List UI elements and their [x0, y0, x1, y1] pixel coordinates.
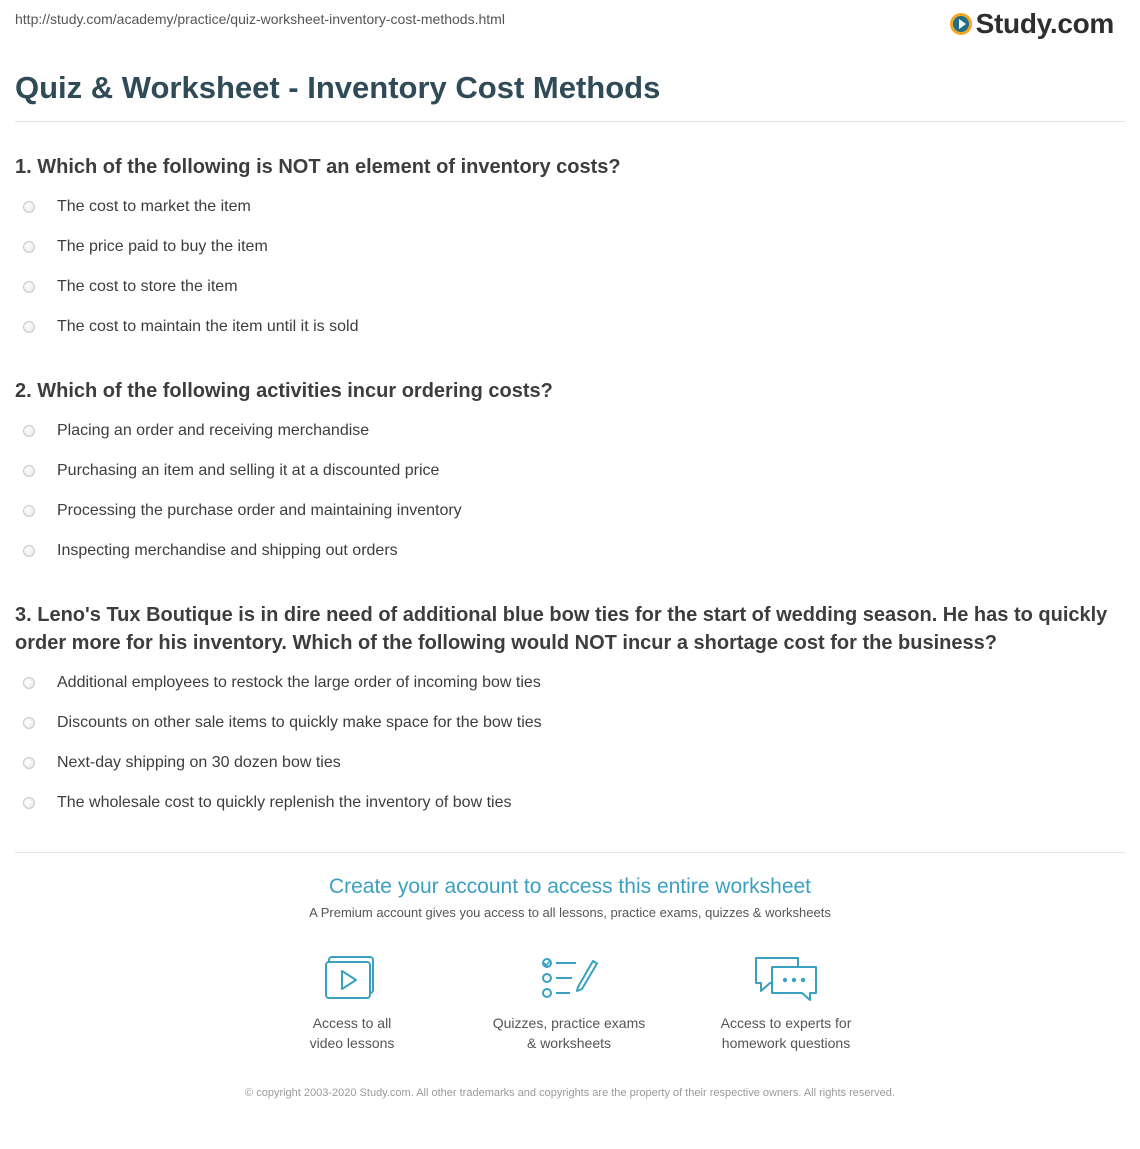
- page-title: Quiz & Worksheet - Inventory Cost Methods: [15, 70, 661, 105]
- answer-option[interactable]: [15, 491, 1125, 531]
- page-url: http://study.com/academy/practice/quiz-worksheet-inventory-cost-methods.html: [15, 11, 505, 27]
- question-1: [15, 153, 1125, 347]
- feature-text: Access to all video lessons: [309, 1015, 395, 1051]
- answer-option[interactable]: [15, 307, 1125, 347]
- answer-option[interactable]: [15, 663, 1125, 703]
- radio-button[interactable]: [23, 545, 35, 557]
- feature-quizzes: [469, 955, 669, 1053]
- answer-text: The cost to market the item: [57, 198, 251, 215]
- answer-option[interactable]: [15, 743, 1125, 783]
- answer-option[interactable]: [15, 531, 1125, 571]
- radio-button[interactable]: [23, 241, 35, 253]
- radio-button[interactable]: [23, 201, 35, 213]
- answer-option[interactable]: [15, 411, 1125, 451]
- radio-button[interactable]: [23, 797, 35, 809]
- feature-text: Access to experts for homework questions: [720, 1015, 852, 1051]
- answer-text: Processing the purchase order and maintaining inventory: [57, 502, 462, 519]
- answer-option[interactable]: [15, 703, 1125, 743]
- question-text: 1. Which of the following is NOT an element of inventory costs?: [15, 156, 621, 178]
- answer-option[interactable]: [15, 783, 1125, 823]
- answer-text: Additional employees to restock the large order of incoming bow ties: [57, 674, 541, 691]
- answer-options: [15, 187, 1125, 347]
- content-divider: [15, 852, 1125, 853]
- radio-button[interactable]: [23, 465, 35, 477]
- answer-options: [15, 411, 1125, 571]
- radio-button[interactable]: [23, 677, 35, 689]
- feature-experts: [686, 955, 886, 1053]
- play-circle-icon: [950, 13, 972, 35]
- answer-text: Next-day shipping on 30 dozen bow ties: [57, 754, 341, 771]
- brand-logo[interactable]: [950, 8, 1114, 40]
- premium-description: A Premium account gives you access to all lessons, practice exams, quizzes & worksheets: [309, 905, 831, 920]
- feature-video-lessons: [252, 955, 452, 1053]
- chat-bubbles-icon: [754, 955, 818, 1001]
- radio-button[interactable]: [23, 757, 35, 769]
- answer-text: Purchasing an item and selling it at a discounted price: [57, 462, 440, 479]
- question-text: 2. Which of the following activities incur ordering costs?: [15, 380, 553, 402]
- answer-text: The wholesale cost to quickly replenish the inventory of bow ties: [57, 794, 512, 811]
- answer-option[interactable]: [15, 227, 1125, 267]
- video-lesson-icon: [325, 955, 379, 1001]
- question-3: [15, 601, 1125, 823]
- answer-option[interactable]: [15, 187, 1125, 227]
- answer-option[interactable]: [15, 267, 1125, 307]
- quiz-checklist-icon: [540, 955, 598, 1001]
- answer-text: The cost to store the item: [57, 278, 238, 295]
- answer-text: The cost to maintain the item until it is sold: [57, 318, 359, 335]
- create-account-link[interactable]: Create your account to access this entire worksheet: [328, 875, 812, 898]
- feature-text: Quizzes, practice exams & worksheets: [492, 1015, 646, 1051]
- radio-button[interactable]: [23, 505, 35, 517]
- brand-name: Study.com: [975, 8, 1114, 39]
- title-divider: [15, 121, 1125, 122]
- radio-button[interactable]: [23, 425, 35, 437]
- radio-button[interactable]: [23, 717, 35, 729]
- answer-text: Placing an order and receiving merchandise: [57, 422, 370, 439]
- answer-text: Inspecting merchandise and shipping out orders: [57, 542, 398, 559]
- question-text: 3. Leno's Tux Boutique is in dire need of additional blue bow ties for the start of wedding season. He has to quickly order more for his inventory. Which of the following would NOT incur a shortage cost for the business?: [15, 604, 1108, 654]
- answer-text: Discounts on other sale items to quickly make space for the bow ties: [57, 714, 542, 731]
- radio-button[interactable]: [23, 281, 35, 293]
- radio-button[interactable]: [23, 321, 35, 333]
- answer-options: [15, 663, 1125, 823]
- question-2: [15, 377, 1125, 571]
- answer-text: The price paid to buy the item: [57, 238, 268, 255]
- copyright-notice: © copyright 2003-2020 Study.com. All other trademarks and copyrights are the property of their respective owners. All rights reserved.: [245, 1087, 895, 1099]
- answer-option[interactable]: [15, 451, 1125, 491]
